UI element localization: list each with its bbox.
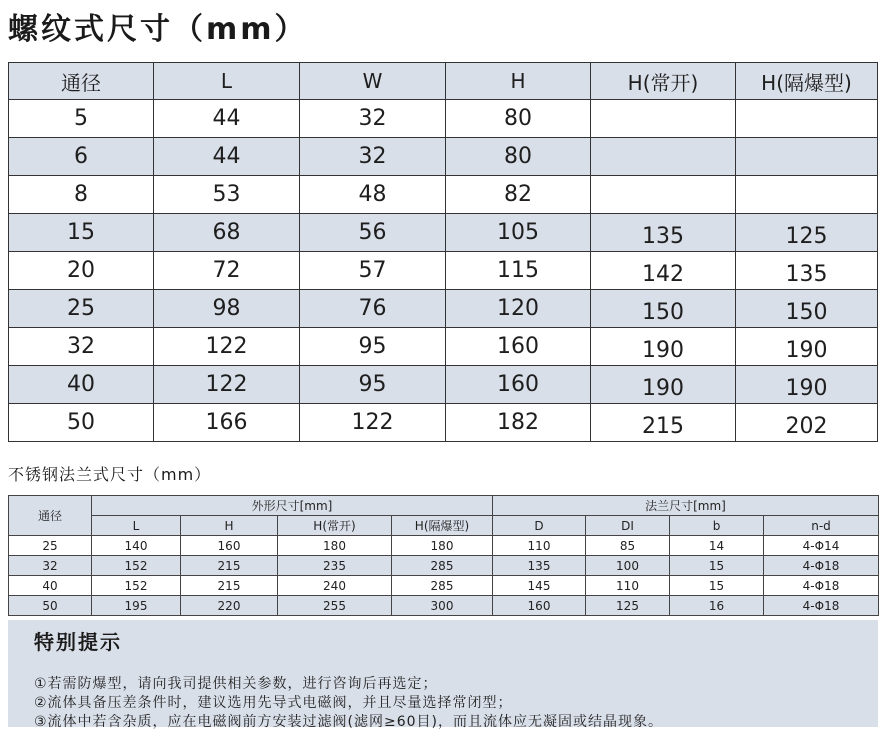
header-b: b	[670, 516, 764, 536]
cell-l: 140	[92, 536, 181, 556]
table-row	[9, 404, 878, 442]
cell-l: 152	[92, 556, 181, 576]
cell-b: 15	[670, 556, 764, 576]
cell-di: 85	[586, 536, 670, 556]
cell-h: 82	[446, 176, 591, 214]
cell-h: 160	[446, 328, 591, 366]
cell-h-explosion-proof: 285	[392, 556, 493, 576]
cell-n-d: 4-Φ18	[764, 556, 879, 576]
table-row	[9, 138, 878, 176]
cell-l: 53	[154, 176, 300, 214]
header-di: DI	[586, 516, 670, 536]
cell-n-d: 4-Φ18	[764, 576, 879, 596]
cell-l: 195	[92, 596, 181, 616]
cell-h-explosion-proof	[736, 138, 878, 176]
cell-h-explosion-proof: 150	[736, 290, 878, 328]
cell-diameter: 5	[9, 100, 154, 138]
cell-h: 160	[446, 366, 591, 404]
table-row	[9, 576, 879, 596]
header-h-normally-open: H(常开)	[278, 516, 392, 536]
notice-line: ①若需防爆型，请向我司提供相关参数，进行咨询后再选定；	[34, 676, 438, 692]
cell-h: 182	[446, 404, 591, 442]
cell-h: 160	[181, 536, 278, 556]
cell-h-explosion-proof: 190	[736, 328, 878, 366]
cell-h-explosion-proof: 300	[392, 596, 493, 616]
cell-w: 56	[300, 214, 446, 252]
cell-h: 80	[446, 100, 591, 138]
header-group-flange: 法兰尺寸[mm]	[493, 496, 879, 516]
header-h-explosion-proof: H(隔爆型)	[736, 63, 878, 100]
header-h-normally-open: H(常开)	[591, 63, 736, 100]
cell-h-normally-open	[591, 100, 736, 138]
cell-h-normally-open: 190	[591, 366, 736, 404]
cell-l: 68	[154, 214, 300, 252]
cell-h-normally-open	[591, 176, 736, 214]
cell-d: 135	[493, 556, 586, 576]
header-d: D	[493, 516, 586, 536]
header-w: W	[300, 63, 446, 100]
header-h: H	[181, 516, 278, 536]
cell-diameter: 40	[9, 576, 92, 596]
cell-h-explosion-proof: 125	[736, 214, 878, 252]
table-row	[9, 290, 878, 328]
cell-d: 145	[493, 576, 586, 596]
cell-l: 98	[154, 290, 300, 328]
cell-diameter: 50	[9, 404, 154, 442]
header-n-d: n-d	[764, 516, 879, 536]
cell-diameter: 32	[9, 328, 154, 366]
cell-h-explosion-proof	[736, 176, 878, 214]
notice-line: ②流体具备压差条件时，建议选用先导式电磁阀，并且尽量选择常闭型；	[34, 695, 513, 711]
cell-h: 120	[446, 290, 591, 328]
cell-diameter: 50	[9, 596, 92, 616]
cell-l: 166	[154, 404, 300, 442]
header-h: H	[446, 63, 591, 100]
table-row	[9, 252, 878, 290]
header-l: L	[154, 63, 300, 100]
cell-h-normally-open: 142	[591, 252, 736, 290]
cell-h: 215	[181, 576, 278, 596]
cell-w: 57	[300, 252, 446, 290]
cell-diameter: 8	[9, 176, 154, 214]
table-row	[9, 366, 878, 404]
table-row	[9, 100, 878, 138]
cell-diameter: 25	[9, 290, 154, 328]
cell-l: 122	[154, 328, 300, 366]
cell-h-normally-open: 190	[591, 328, 736, 366]
table-row	[9, 556, 879, 576]
cell-di: 100	[586, 556, 670, 576]
cell-b: 16	[670, 596, 764, 616]
cell-d: 110	[493, 536, 586, 556]
cell-h-explosion-proof: 135	[736, 252, 878, 290]
cell-diameter: 15	[9, 214, 154, 252]
header-diameter: 通径	[9, 63, 154, 100]
cell-w: 95	[300, 328, 446, 366]
cell-h-explosion-proof: 190	[736, 366, 878, 404]
cell-h-explosion-proof: 180	[392, 536, 493, 556]
cell-h-normally-open: 135	[591, 214, 736, 252]
cell-w: 122	[300, 404, 446, 442]
cell-d: 160	[493, 596, 586, 616]
section-title-flange: 不锈钢法兰式尺寸（mm）	[8, 465, 212, 484]
cell-h-explosion-proof: 202	[736, 404, 878, 442]
table-header-row	[9, 496, 879, 516]
cell-diameter: 6	[9, 138, 154, 176]
cell-h-explosion-proof: 285	[392, 576, 493, 596]
cell-h-normally-open: 240	[278, 576, 392, 596]
cell-h-normally-open	[591, 138, 736, 176]
cell-h: 220	[181, 596, 278, 616]
notice-line: ③流体中若含杂质，应在电磁阀前方安装过滤阀(滤网≥60目)，而且流体应无凝固或结晶现象。	[34, 714, 664, 730]
cell-w: 48	[300, 176, 446, 214]
header-h-explosion-proof: H(隔爆型)	[392, 516, 493, 536]
cell-n-d: 4-Φ14	[764, 536, 879, 556]
header-diameter: 通径	[9, 496, 92, 536]
cell-w: 95	[300, 366, 446, 404]
table-row	[9, 328, 878, 366]
flange-dimensions-table	[8, 495, 879, 616]
cell-b: 15	[670, 576, 764, 596]
cell-b: 14	[670, 536, 764, 556]
header-l: L	[92, 516, 181, 536]
cell-h-explosion-proof	[736, 100, 878, 138]
cell-diameter: 25	[9, 536, 92, 556]
page-title: 螺纹式尺寸（mm）	[8, 12, 308, 47]
cell-h-normally-open: 180	[278, 536, 392, 556]
cell-n-d: 4-Φ18	[764, 596, 879, 616]
cell-diameter: 32	[9, 556, 92, 576]
cell-di: 110	[586, 576, 670, 596]
notice-title: 特别提示	[34, 630, 122, 654]
cell-w: 76	[300, 290, 446, 328]
table-row	[9, 214, 878, 252]
header-group-outline: 外形尺寸[mm]	[92, 496, 493, 516]
cell-w: 32	[300, 100, 446, 138]
cell-l: 44	[154, 100, 300, 138]
cell-l: 72	[154, 252, 300, 290]
cell-h-normally-open: 150	[591, 290, 736, 328]
cell-h-normally-open: 235	[278, 556, 392, 576]
cell-h: 215	[181, 556, 278, 576]
cell-h: 105	[446, 214, 591, 252]
cell-diameter: 40	[9, 366, 154, 404]
cell-l: 122	[154, 366, 300, 404]
special-notice-box	[8, 620, 878, 730]
table-header-row	[9, 63, 878, 100]
cell-l: 44	[154, 138, 300, 176]
cell-diameter: 20	[9, 252, 154, 290]
cell-h: 115	[446, 252, 591, 290]
cell-l: 152	[92, 576, 181, 596]
threaded-dimensions-table	[8, 62, 878, 442]
cell-di: 125	[586, 596, 670, 616]
table-row	[9, 536, 879, 556]
cell-h-normally-open: 255	[278, 596, 392, 616]
cell-h-normally-open: 215	[591, 404, 736, 442]
table-subheader-row	[9, 516, 879, 536]
cell-w: 32	[300, 138, 446, 176]
cell-h: 80	[446, 138, 591, 176]
table-row	[9, 596, 879, 616]
table-row	[9, 176, 878, 214]
